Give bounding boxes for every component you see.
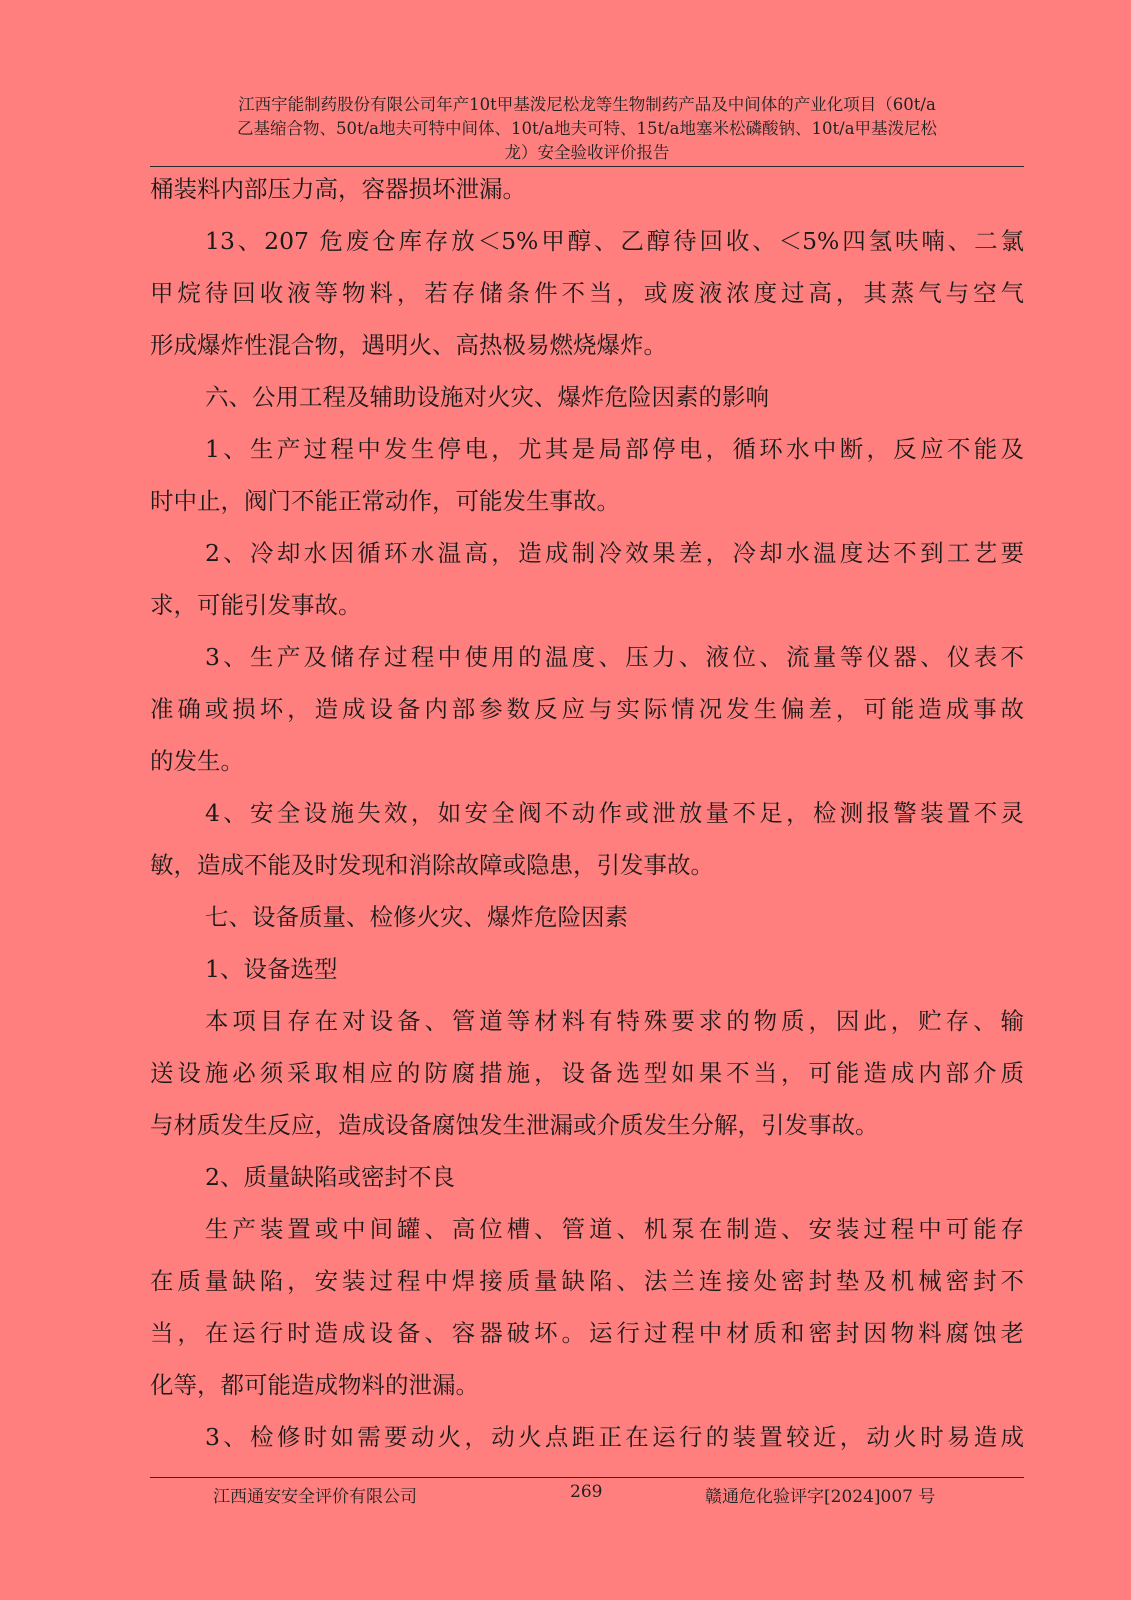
page-footer [150,1477,1024,1508]
text-line: 与材质发生反应，造成设备腐蚀发生泄漏或介质发生分解，引发事故。 [150,1111,879,1139]
subsection-heading [150,1151,1024,1203]
text-line: 求，可能引发事故。 [150,591,362,619]
paragraph [150,1411,1024,1463]
text-line: 敏，造成不能及时发现和消除故障或隐患，引发事故。 [150,851,714,879]
paragraph [150,995,1024,1151]
page-header [150,93,1024,167]
text-line: 六、公用工程及辅助设施对火灾、爆炸危险因素的影响 [205,383,769,411]
text-line: 4、安全设施失效，如安全阀不动作或泄放量不足，检测报警装置不灵 [205,799,1024,827]
section-heading [150,371,1024,423]
text-line: 在质量缺陷，安装过程中焊接质量缺陷、法兰连接处密封垫及机械密封不 [150,1267,1024,1295]
paragraph [150,631,1024,787]
text-line: 本项目存在对设备、管道等材料有特殊要求的物质，因此，贮存、输 [205,1007,1024,1035]
paragraph [150,163,1024,215]
text-line: 送设施必须采取相应的防腐措施，设备选型如果不当，可能造成内部介质 [150,1059,1024,1087]
footer-company: 江西通安安全评价有限公司 [213,1487,417,1507]
paragraph [150,215,1024,371]
document-number: 赣通危化验评字[2024]007 号 [705,1487,936,1507]
section-heading [150,891,1024,943]
text-line: 时中止，阀门不能正常动作，可能发生事故。 [150,487,620,515]
text-line: 2、冷却水因循环水温高，造成制冷效果差，冷却水温度达不到工艺要 [205,539,1024,567]
text-line: 3、生产及储存过程中使用的温度、压力、液位、流量等仪器、仪表不 [205,643,1024,671]
header-line: 龙）安全验收评价报告 [504,143,670,162]
page-number: 269 [570,1482,603,1502]
paragraph [150,1203,1024,1411]
text-line: 1、设备选型 [205,955,338,983]
text-line: 形成爆炸性混合物，遇明火、高热极易燃烧爆炸。 [150,331,667,359]
text-line: 七、设备质量、检修火灾、爆炸危险因素 [205,903,628,931]
text-line: 当，在运行时造成设备、容器破坏。运行过程中材质和密封因物料腐蚀老 [150,1319,1024,1347]
subsection-heading [150,943,1024,995]
text-line: 13、207 危废仓库存放＜5%甲醇、乙醇待回收、＜5%四氢呋喃、二氯 [205,227,1024,255]
text-line: 准确或损坏，造成设备内部参数反应与实际情况发生偏差，可能造成事故 [150,695,1024,723]
text-line: 1、生产过程中发生停电，尤其是局部停电，循环水中断，反应不能及 [205,435,1024,463]
text-line: 3、检修时如需要动火，动火点距正在运行的装置较近，动火时易造成 [205,1423,1024,1451]
paragraph [150,527,1024,631]
text-line: 生产装置或中间罐、高位槽、管道、机泵在制造、安装过程中可能存 [205,1215,1024,1243]
header-line: 乙基缩合物、50t/a地夫可特中间体、10t/a地夫可特、15t/a地塞米松磷酸钠、10t/a甲基泼尼松 [236,119,938,138]
text-line: 化等，都可能造成物料的泄漏。 [150,1371,479,1399]
header-line: 江西宇能制药股份有限公司年产10t甲基泼尼松龙等生物制药产品及中间体的产业化项目（60t/a [238,95,936,114]
text-line: 桶装料内部压力高，容器损坏泄漏。 [150,175,526,203]
text-line: 2、质量缺陷或密封不良 [205,1163,455,1191]
document-body [150,163,1024,1463]
paragraph [150,423,1024,527]
text-line: 的发生。 [150,747,244,775]
text-line: 甲烷待回收液等物料，若存储条件不当，或废液浓度过高，其蒸气与空气 [150,279,1024,307]
paragraph [150,787,1024,891]
